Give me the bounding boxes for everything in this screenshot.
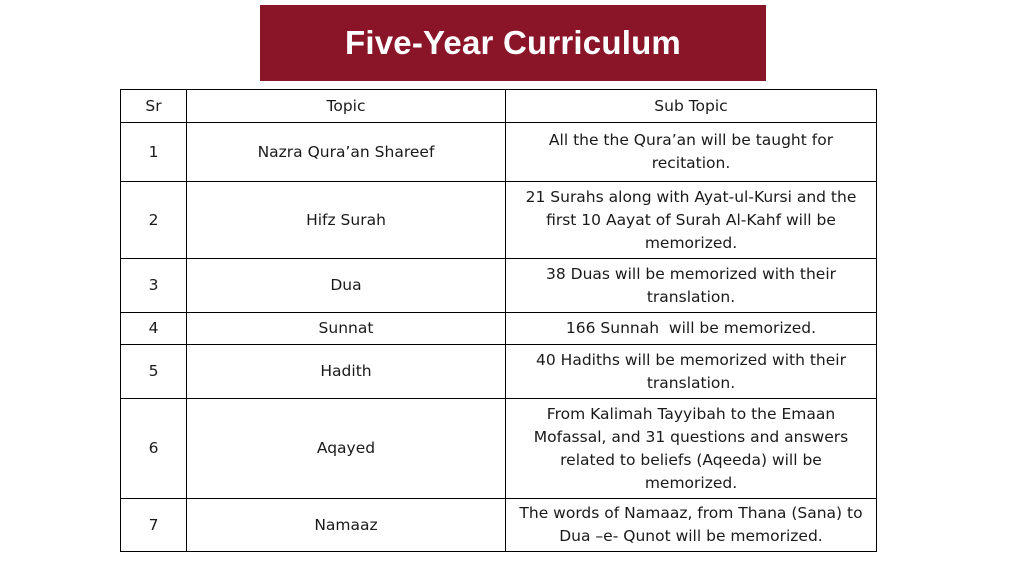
curriculum-table	[120, 89, 877, 552]
header-topic: Topic	[187, 90, 506, 123]
cell-sub-topic: 21 Surahs along with Ayat-ul-Kursi and the first 10 Aayat of Surah Al-Kahf will be memorized.	[506, 182, 877, 259]
page-title: Five-Year Curriculum	[345, 24, 681, 61]
table-row	[121, 399, 877, 499]
header-sub-topic: Sub Topic	[506, 90, 877, 123]
table-row	[121, 123, 877, 182]
table-row	[121, 313, 877, 345]
table-header-row	[121, 90, 877, 123]
table-row	[121, 499, 877, 552]
cell-sub-topic: All the the Qura’an will be taught for recitation.	[506, 123, 877, 182]
cell-topic: Hadith	[187, 345, 506, 399]
cell-sr: 5	[121, 345, 187, 399]
table-row	[121, 345, 877, 399]
cell-sr: 6	[121, 399, 187, 499]
cell-sub-topic: The words of Namaaz, from Thana (Sana) to Dua –e- Qunot will be memorized.	[506, 499, 877, 552]
title-banner	[260, 5, 766, 81]
cell-topic: Aqayed	[187, 399, 506, 499]
cell-topic: Hifz Surah	[187, 182, 506, 259]
header-sr: Sr	[121, 90, 187, 123]
cell-topic: Dua	[187, 259, 506, 313]
cell-sr: 4	[121, 313, 187, 345]
cell-topic: Nazra Qura’an Shareef	[187, 123, 506, 182]
table-row	[121, 182, 877, 259]
cell-sub-topic: 38 Duas will be memorized with their translation.	[506, 259, 877, 313]
cell-sr: 1	[121, 123, 187, 182]
cell-sr: 7	[121, 499, 187, 552]
cell-sr: 2	[121, 182, 187, 259]
cell-topic: Namaaz	[187, 499, 506, 552]
cell-sr: 3	[121, 259, 187, 313]
table-row	[121, 259, 877, 313]
cell-sub-topic: 40 Hadiths will be memorized with their translation.	[506, 345, 877, 399]
cell-sub-topic: 166 Sunnah will be memorized.	[506, 313, 877, 345]
cell-topic: Sunnat	[187, 313, 506, 345]
cell-sub-topic: From Kalimah Tayyibah to the Emaan Mofassal, and 31 questions and answers related to beliefs (Aqeeda) will be memorized.	[506, 399, 877, 499]
